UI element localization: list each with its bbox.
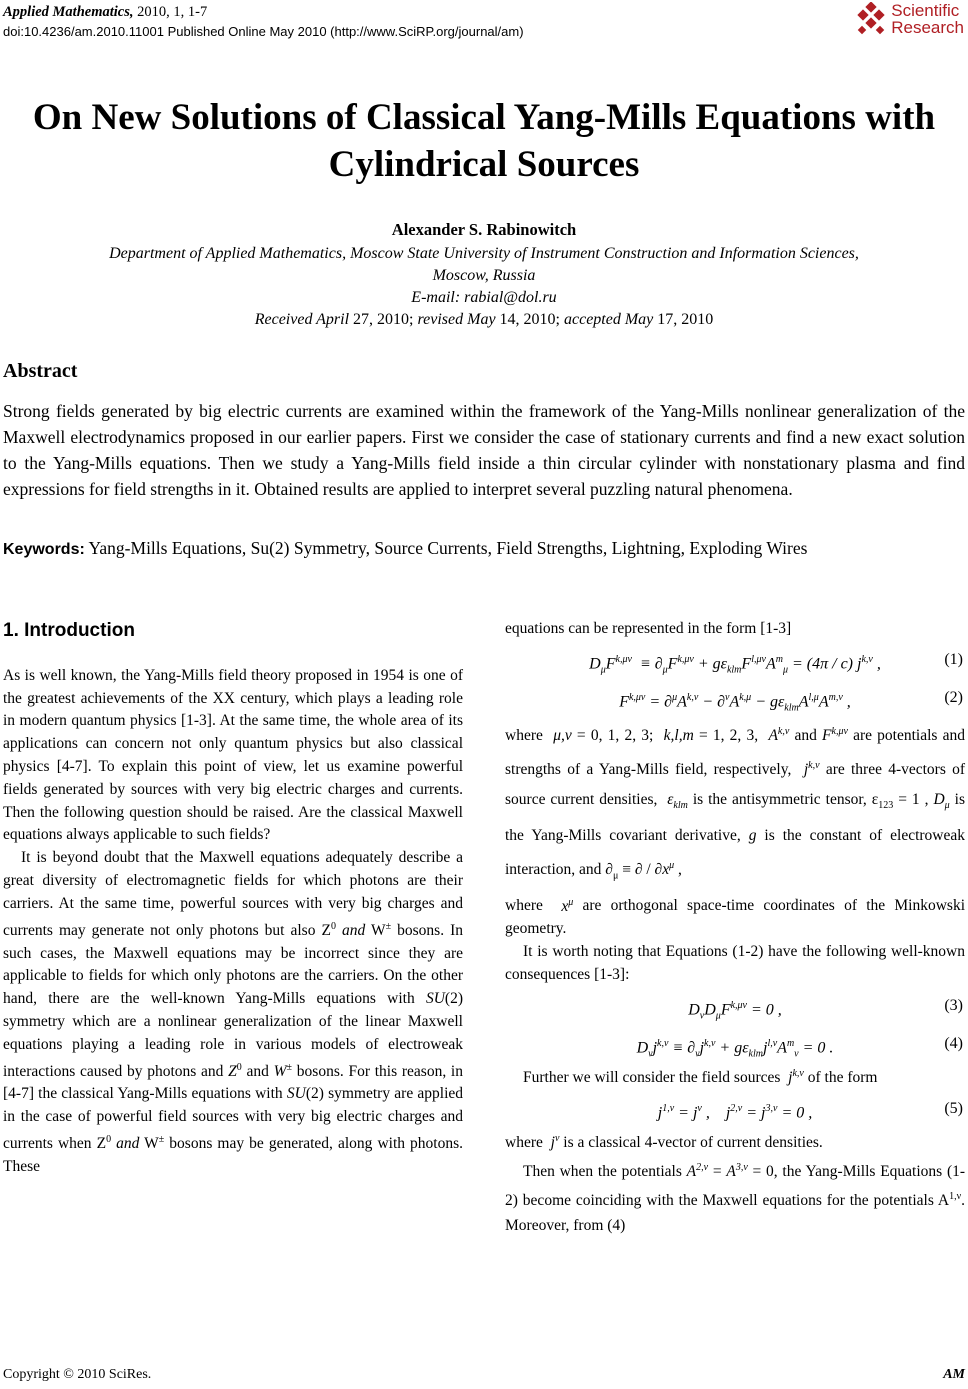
p2-part-a: It is beyond doubt that the Maxwell equations adequately describe a great diversity of electromagnetic fields for which photons are their carriers. At the same time, powerful sources with very big charges and currents may generate not only photons but also — [3, 849, 463, 939]
email-address[interactable]: rabial@dol.ru — [464, 289, 557, 306]
left-column — [3, 618, 463, 1179]
field-sources-paragraph: Further we will consider the field sources $j^{k,\nu}$ of the form — [523, 1067, 878, 1086]
su-symbol: SU — [425, 990, 445, 1008]
publisher-logo — [854, 2, 964, 36]
received-label: Received April — [254, 311, 350, 328]
p2-part-f: bosons may be generated, along with photons. These — [3, 1135, 464, 1175]
equation-1: $D_\mu F^{k,\mu\nu} \equiv \partial_\mu F^{k,\mu\nu} + g\varepsilon_{klm}F^{l,\mu\nu}A^m_\mu = (4\pi / c)$ $j^{k,\nu}$ , (1) — [589, 650, 963, 676]
affiliation — [0, 243, 968, 331]
equation-1-number: (1) — [944, 650, 963, 668]
where-paragraph-1: where μ,ν = 0, 1, 2, 3; k,l,m = 1, 2, 3, $A^{k,\nu}$ and $F^{k,\mu\nu}$ are potentials and strengths of a Yang-Mills field, respectively, $j^{k,\nu}$ are three 4-vectors of source current densities, $\varepsilon_{klm}$ is the antisymmetric tensor, $\varepsilon_{123} = 1$ , $D_\mu$ is the Yang-Mills covariant derivative, g is the constant of electroweak interaction, and $\partial_\mu$ ≡ ∂ / $\partial x^\mu$ , — [505, 725, 966, 882]
title-line-1: On New Solutions of Classical Yang-Mills Equations with — [32, 97, 936, 138]
p2-part-d: bosons. For this reason, in [4-7] the classical Yang-Mills equations with — [3, 1062, 463, 1103]
accepted-date: 17, 2010 — [653, 311, 714, 328]
doi-line: doi:10.4236/am.2010.11001 Published Online May 2010 (http://www.SciRP.org/journal/am) — [3, 24, 524, 39]
journal-issue: 2010, 1, 1-7 — [133, 4, 208, 20]
title-line-2: Cylindrical Sources — [328, 144, 640, 185]
z0-symbol: $Z^0$ — [321, 920, 336, 939]
abstract-heading: Abstract — [3, 360, 78, 382]
intro-paragraph-2: It is beyond doubt that the Maxwell equations adequately describe a great diversity of electromagnetic fields for which photons are their carriers. At the same time, powerful sources with very big charges and currents may generate not only photons but also $Z^0$ and W± bosons. In such cases, the Maxwell equations may be incorrect since they are applicable to fields for which only photons are the carriers. On the other hand, there are the well-known Yang-Mills equations with SU(2) symmetry which are a nonlinear generalization of the linear Maxwell equations playing a leading role in various models of electroweak interactions caused by photons and $Z^0$ and W± bosons. For this reason, in [4-7] the classical Yang-Mills equations with SU(2) symmetry are applied in the case of powerful field sources with very big electric charges and currents when $Z^0$ and W± bosons may be generated, along with photons. These — [3, 849, 464, 1175]
equations-lead: equations can be represented in the form [1-3] — [505, 620, 792, 637]
equation-4: $D_\nu j^{k,\nu} \equiv \partial_\nu j^{k,\nu} + g\varepsilon_{klm}j^{l,\nu}A^m_\nu = 0$ . (4) — [636, 1034, 963, 1060]
email-label: E-mail: — [411, 289, 461, 306]
revised-label: revised May — [417, 311, 496, 328]
where-paragraph-2: where $x^\mu$ are orthogonal space-time coordinates of the Minkowski geometry. — [505, 896, 966, 938]
dates-line — [0, 309, 968, 331]
received-date: 27, 2010; — [349, 311, 418, 328]
revised-date: 14, 2010; — [495, 311, 564, 328]
abstract-text: Strong fields generated by big electric currents are examined within the framework of the Yang-Mills nonlinear generalization of the Maxwell electrodynamics proposed in our earlier papers. First we consider the case of stationary currents and find a new exact solution to the Yang-Mills equations. Then we study a Yang-Mills field inside a thin circular cylinder with nonstationary plasma and find expressions for field strengths in it. Obtained results are applied to interpret several puzzling natural phenomena. — [3, 401, 965, 499]
logo-grid-icon — [854, 2, 888, 36]
equation-2: $F^{k,\mu\nu} = \partial^\mu A^{k,\nu} - \partial^\nu A^{k,\mu} - g\varepsilon_{klm}A^{l,\mu}A^{m,\nu}$ , (2) — [619, 688, 963, 714]
right-column — [505, 618, 965, 1238]
intro-paragraph-1: As is well known, the Yang-Mills field theory proposed in 1954 is one of the greatest achievements of the XX century, which plays a leading role in modern quantum physics [1-3]. At the same time, the whole area of its applications can concern not only quantum physics but also classical physics [4-7]. To explain this point of view, let us examine powerful fields generated by sources with very big electric charges and currents. Then the following question should be raised. Are the classical Maxwell equations always applicable to such fields? — [3, 666, 463, 844]
keywords-text: Yang-Mills Equations, Su(2) Symmetry, Source Currents, Field Strengths, Lightning, Exploding Wires — [88, 538, 808, 558]
author-name: Alexander S. Rabinowitch — [391, 220, 577, 239]
keywords-label: Keywords: — [3, 541, 85, 558]
page-footer — [3, 1367, 965, 1383]
equation-3: $D_\nu D_\mu F^{k,\mu\nu} = 0$ , (3) — [688, 996, 963, 1022]
affiliation-line-1: Department of Applied Mathematics, Moscow State University of Instrument Construction and Information Sciences, — [109, 245, 859, 262]
journal-name: Applied Mathematics, — [3, 4, 134, 20]
equation-2-number: (2) — [944, 688, 963, 706]
consequences-paragraph: It is worth noting that Equations (1-2) have the following well-known consequences [1-3]: — [505, 943, 965, 983]
keywords — [3, 535, 965, 563]
p2-part-b: bosons. In such cases, the Maxwell equations may be incorrect since they are applicable to fields for which only photons are the carriers. On the other hand, there are the well-known Yang-Mills equations with — [3, 921, 463, 1008]
page-header — [3, 3, 524, 41]
accepted-label: accepted May — [564, 311, 654, 328]
p2-part-c: (2) symmetry which are a nonlinear generalization of the linear Maxwell equations playing a leading role in various models of electroweak interactions caused by photons and — [3, 990, 463, 1080]
journal-code: AM — [943, 1367, 965, 1382]
equation-5: $j^{1,\nu} = j^\nu$ , $j^{2,\nu} = j^{3,\nu} = 0$ , (5) — [657, 1099, 963, 1122]
section-heading-introduction: 1. Introduction — [3, 620, 135, 641]
and-word: and — [335, 921, 366, 939]
copyright-notice: Copyright © 2010 SciRes. — [3, 1367, 152, 1382]
p2-part-e: (2) symmetry are applied in the case of powerful field sources with very big electric charges and currents when — [3, 1085, 464, 1153]
where-paragraph-3: where $j^\nu$ is a classical 4-vector of current densities. — [505, 1132, 823, 1151]
potentials-paragraph: Then when the potentials $A^{2,\nu} = A^{3,\nu} = 0$, the Yang-Mills Equations (1-2) become coinciding with the Maxwell equations for the potentials $A^{1,\nu}$. Moreover, from (4) — [505, 1161, 966, 1235]
logo-line2: Research — [891, 18, 964, 37]
paper-title — [0, 94, 968, 188]
equation-5-number: (5) — [944, 1099, 963, 1117]
equation-3-number: (3) — [944, 996, 963, 1014]
su-symbol-2: SU — [286, 1085, 306, 1103]
affiliation-line-2: Moscow, Russia — [432, 267, 536, 284]
equation-4-number: (4) — [944, 1034, 963, 1052]
logo-line1: Scientific — [891, 1, 960, 20]
